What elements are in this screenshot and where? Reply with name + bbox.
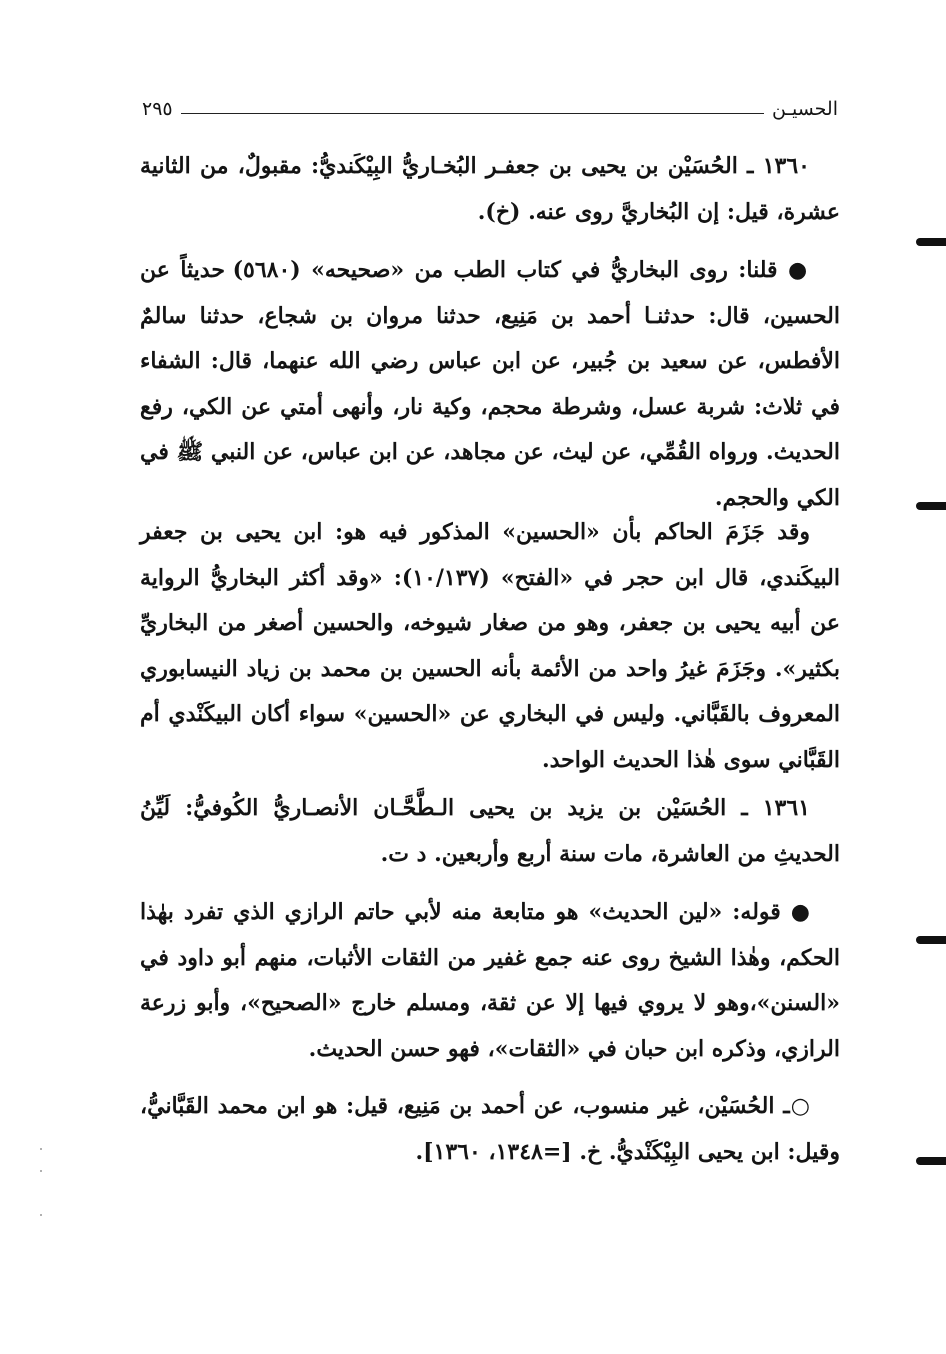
- margin-tab-mark: [916, 502, 946, 510]
- margin-tab-mark: [916, 1157, 946, 1165]
- header-title: الحسيـن: [771, 98, 838, 120]
- scan-speck: [40, 1214, 42, 1216]
- margin-tab-mark: [916, 936, 946, 944]
- entry-1360: [140, 144, 840, 235]
- entry-1360-text: ١٣٦٠ ـ الحُسَيْن بن يحيى بن جعفـر البُخـاريُّ البِيْكَنديُّ: مقبولٌ، من الثانية عشرة، قيل: إن البُخاريَّ روى عنه. (خ).: [140, 153, 840, 225]
- page-number: ٢٩٥: [142, 98, 173, 120]
- commentary-1360-second-text: وقد جَزَمَ الحاكم بأن «الحسين» المذكور فيه هو: ابن يحيى بن جعفر البيكَندي، قال ابن حجر في «الفتح» (١٠/١٣٧): «وقد أكثر البخاريُّ الرواية عن أبيه يحيى بن جعفر، وهو من صغار شيوخه، والحسين أصغر من البخاريِّ بكثير». وجَزَمَ غيرُ واحد من الأئمة بأنه الحسين بن محمد بن زياد النيسابوري المعروف بالقَبَّاني. وليس في البخاري عن «الحسين» سواء أكان البيكَنْدي أم القَبَّاني سوى هٰذا الحديث الواحد.: [140, 519, 840, 773]
- entry-unattributed-husayn-text: ○ـ الحُسَيْن، غير منسوب، عن أحمد بن مَنِيع، قيل: هو ابن محمد القَبَّانيُّ، وقيل: ابن يحيى البِيْكَنْديُّ. خ. [=١٣٤٨، ١٣٦٠].: [140, 1093, 840, 1165]
- commentary-1360-first: [140, 248, 840, 522]
- commentary-1361: [140, 890, 840, 1072]
- scan-speck: [40, 1170, 42, 1172]
- commentary-1361-text: ● قوله: «لين الحديث» هو متابعة منه لأبي حاتم الرازي الذي تفرد بهٰذا الحكم، وهٰذا الشيخ روى عنه جمع غفير من الثقات الأثبات، منهم أبو داود في «السنن»،وهو لا يروي فيها إلا عن ثقة، ومسلم خارج «الصحيح»، وأبو زرعة الرازي، وذكره ابن حبان في «الثقات»، فهو حسن الحديث.: [140, 899, 840, 1062]
- margin-tab-mark: [916, 238, 946, 246]
- entry-1361-text: ١٣٦١ ـ الحُسَيْن بن يزيد بن يحيى الـطَّحَّـان الأنصـاريُّ الكُوفيُّ: لَيِّنُ الحديثِ من العاشرة، مات سنة أربع وأربعين. د ت.: [140, 795, 840, 867]
- commentary-1360-first-text: ● قلنا: روى البخاريُّ في كتاب الطب من «صحيحه» (٥٦٨٠) حديثاً عن الحسين، قال: حدثنـا أحمد بن مَنِيع، حدثنا مروان بن شجاع، حدثنا سالمٌ الأفطس، عن سعيد بن جُبير، عن ابن عباس رضي الله عنهما، قال: الشفاء في ثلاث: شربة عسل، وشرطة محجم، وكية نار، وأنهى أمتي عن الكي، رفع الحديث. ورواه القُمِّي، عن ليث، عن مجاهد، عن ابن عباس، عن النبي ﷺ في الكي والحجم.: [140, 257, 840, 511]
- scan-speck: [40, 1148, 42, 1150]
- header-rule: [181, 113, 764, 114]
- commentary-1360-second: [140, 510, 840, 784]
- entry-1361: [140, 786, 840, 877]
- running-header: [142, 88, 838, 124]
- entry-unattributed-husayn: [140, 1084, 840, 1175]
